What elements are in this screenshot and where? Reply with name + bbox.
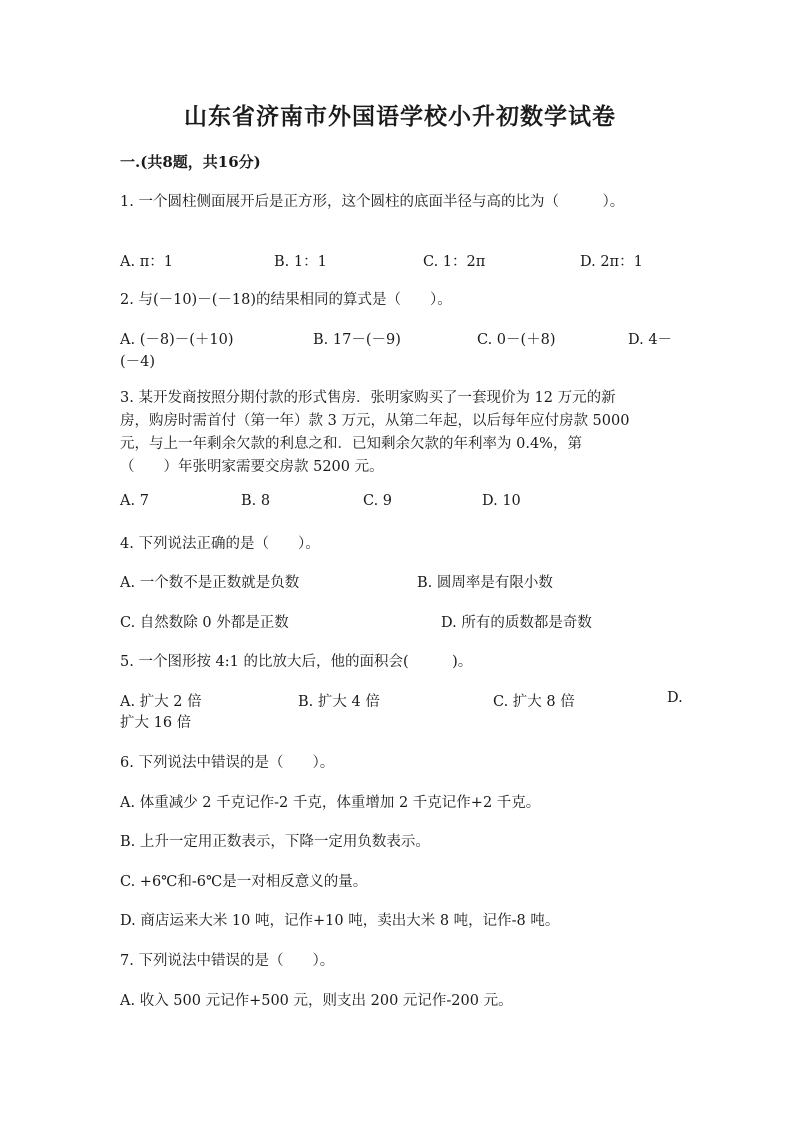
question-3-option-d: D. 10 bbox=[482, 493, 521, 509]
question-2-option-c: C. 0－(＋8) bbox=[477, 332, 556, 348]
question-3-text-line-4: （ ）年张明家需要交房款 5200 元。 bbox=[120, 459, 384, 475]
question-2-option-d: D. 4－ bbox=[628, 332, 673, 348]
question-1-option-c: C. 1：2π bbox=[423, 254, 486, 270]
question-5-text: 5. 一个图形按 4:1 的比放大后，他的面积会( )。 bbox=[120, 654, 473, 670]
question-5-option-b: B. 扩大 4 倍 bbox=[298, 694, 380, 710]
question-5-option-d: D. bbox=[667, 690, 683, 706]
question-6-text: 6. 下列说法中错误的是（ ）。 bbox=[120, 755, 335, 771]
question-6-option-a: A. 体重减少 2 千克记作-2 千克，体重增加 2 千克记作+2 千克。 bbox=[120, 795, 541, 811]
question-2-option-b: B. 17－(－9) bbox=[313, 332, 401, 348]
question-3-option-b: B. 8 bbox=[241, 493, 271, 509]
exam-title: 山东省济南市外国语学校小升初数学试卷 bbox=[184, 103, 616, 130]
question-3-option-c: C. 9 bbox=[363, 493, 393, 509]
question-1-option-b: B. 1：1 bbox=[274, 254, 327, 270]
question-2-option-d-continued: (－4) bbox=[120, 354, 156, 370]
question-5-option-c: C. 扩大 8 倍 bbox=[493, 694, 575, 710]
question-4-option-b: B. 圆周率是有限小数 bbox=[417, 575, 553, 591]
question-5-option-a: A. 扩大 2 倍 bbox=[120, 694, 202, 710]
question-4-option-d: D. 所有的质数都是奇数 bbox=[441, 615, 592, 631]
question-6-option-b: B. 上升一定用正数表示，下降一定用负数表示。 bbox=[120, 834, 430, 850]
question-1-option-a: A. π：1 bbox=[120, 254, 173, 270]
question-6-option-d: D. 商店运来大米 10 吨，记作+10 吨，卖出大米 8 吨，记作-8 吨。 bbox=[120, 913, 560, 929]
question-6-option-c: C. +6℃和-6℃是一对相反意义的量。 bbox=[120, 874, 368, 890]
question-7-option-a: A. 收入 500 元记作+500 元，则支出 200 元记作-200 元。 bbox=[120, 993, 513, 1009]
question-4-option-a: A. 一个数不是正数就是负数 bbox=[120, 575, 300, 591]
question-4-option-c: C. 自然数除 0 外都是正数 bbox=[120, 615, 289, 631]
question-4-text: 4. 下列说法正确的是（ ）。 bbox=[120, 536, 320, 552]
question-2-text: 2. 与(－10)－(－18)的结果相同的算式是（ ）。 bbox=[120, 292, 452, 308]
question-3-text-line-1: 3. 某开发商按照分期付款的形式售房．张明家购买了一套现价为 12 万元的新 bbox=[120, 390, 616, 406]
question-3-option-a: A. 7 bbox=[120, 493, 149, 509]
question-1-text: 1. 一个圆柱侧面展开后是正方形，这个圆柱的底面半径与高的比为（ ）。 bbox=[120, 194, 625, 210]
question-3-text-line-2: 房，购房时需首付（第一年）款 3 万元，从第二年起，以后每年应付房款 5000 bbox=[120, 413, 630, 429]
section-heading: 一.(共8题，共16分) bbox=[120, 153, 261, 171]
question-5-option-d-continued: 扩大 16 倍 bbox=[120, 715, 192, 731]
question-2-option-a: A. (－8)－(＋10) bbox=[120, 332, 234, 348]
question-1-option-d: D. 2π：1 bbox=[580, 254, 643, 270]
question-7-text: 7. 下列说法中错误的是（ ）。 bbox=[120, 953, 335, 969]
question-3-text-line-3: 元，与上一年剩余欠款的利息之和．已知剩余欠款的年利率为 0.4%，第 bbox=[120, 436, 582, 452]
